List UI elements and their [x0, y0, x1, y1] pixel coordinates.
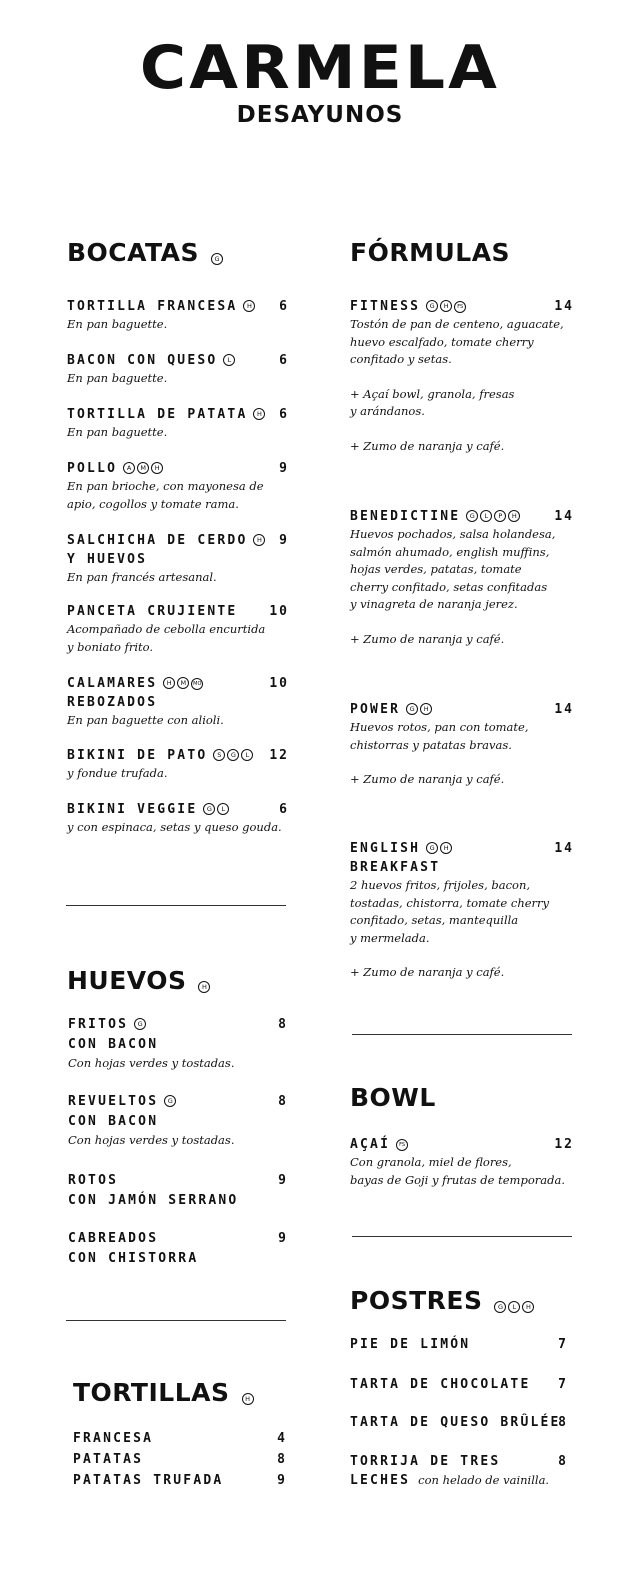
allergen-badge: H: [440, 300, 452, 312]
item-name: FRANCESA: [73, 1431, 154, 1446]
allergen-badge: H: [151, 462, 163, 474]
allergen-badge: G: [227, 749, 239, 761]
item-price: 8: [277, 1452, 287, 1467]
section-title-bocatas: BOCATAS G: [67, 240, 223, 267]
item-description: + Zumo de naranja y café.: [350, 772, 505, 786]
item-name: ROTOS: [68, 1173, 119, 1188]
allergen-badge: L: [480, 510, 492, 522]
item-price: 7: [558, 1377, 568, 1392]
item-description: salmón ahumado, english muffins,: [350, 544, 550, 559]
item-price: 6: [279, 802, 289, 817]
menu-item: [350, 1335, 568, 1354]
item-price: 6: [279, 407, 289, 422]
allergen-badge: G: [406, 703, 418, 715]
allergen-badges: [424, 841, 452, 856]
allergen-badge: H: [253, 534, 265, 546]
item-price: 9: [278, 1231, 288, 1246]
item-name: BENEDICTINE G L P H: [350, 507, 574, 526]
item-description: + Zumo de naranja y café.: [350, 631, 505, 646]
item-price: 9: [279, 533, 289, 548]
item-price: 9: [277, 1473, 287, 1488]
item-name: CALAMARES H M MO: [67, 676, 202, 691]
item-price: 8: [278, 1017, 288, 1032]
item-description: + Zumo de naranja y café.: [350, 965, 505, 979]
menu-item: [67, 405, 289, 442]
allergen-badges: [251, 533, 265, 548]
allergen-badges: [394, 1137, 408, 1152]
menu-item: [67, 297, 289, 334]
item-price: 8: [278, 1094, 288, 1109]
allergen-badges: [241, 299, 255, 314]
allergen-badges: H: [240, 1382, 254, 1407]
item-description: Con hojas verdes y tostadas.: [68, 1056, 235, 1070]
item-name: SALCHICHA DE CERDO H: [67, 531, 289, 550]
item-name: PATATAS TRUFADA: [73, 1473, 224, 1488]
item-description: Tostón de pan de centeno, aguacate,: [350, 317, 564, 331]
item-name: TORRIJA DE TRES: [350, 1454, 501, 1469]
menu-item: [67, 602, 289, 656]
item-price: 12: [554, 1137, 574, 1152]
menu-item: [73, 1429, 287, 1448]
item-name: CON JAMÓN SERRANO: [68, 1193, 239, 1208]
allergen-badge: M: [177, 677, 189, 689]
item-description: En pan baguette con alioli.: [67, 713, 224, 727]
menu-item: [350, 297, 574, 455]
item-description: Huevos rotos, pan con tomate,: [350, 720, 529, 734]
item-description: y mermelada.: [350, 930, 430, 945]
item-name: BREAKFAST: [350, 860, 441, 875]
allergen-badge: FS: [396, 1139, 408, 1151]
allergen-badge: H: [420, 703, 432, 715]
menu-item: [67, 459, 289, 513]
item-name: AÇAÍ FS: [350, 1135, 574, 1154]
item-name: FRITOS G: [68, 1015, 288, 1035]
allergen-badge: G: [134, 1018, 146, 1030]
allergen-badge: G: [426, 300, 438, 312]
item-name: PANCETA CRUJIENTE: [67, 604, 238, 619]
allergen-badge: H: [253, 408, 265, 420]
item-description: tostadas, chistorra, tomate cherry: [350, 895, 550, 910]
item-name: CON BACON: [68, 1037, 159, 1052]
allergen-badge: L: [241, 749, 253, 761]
spacer: [350, 947, 574, 964]
item-name: ENGLISH G H: [350, 839, 574, 858]
item-name: BIKINI VEGGIE G L: [67, 800, 289, 819]
allergen-badges: [404, 702, 432, 717]
item-name: REBOZADOS: [67, 695, 158, 710]
item-name: Y HUEVOS: [67, 552, 148, 567]
section-title-huevos: HUEVOS H: [67, 968, 210, 995]
item-name: CABREADOS: [68, 1231, 159, 1246]
item-description: y vinagreta de naranja jerez.: [350, 597, 518, 611]
allergen-badges: G L H: [492, 1290, 534, 1315]
allergen-badges: [221, 353, 235, 368]
item-description: En pan baguette.: [67, 317, 168, 331]
item-description: + Açaí bowl, granola, fresas: [350, 386, 515, 401]
item-price: 6: [279, 353, 289, 368]
allergen-badge: H: [243, 300, 255, 312]
item-description: con helado de vainilla.: [418, 1473, 550, 1487]
item-price: 9: [278, 1173, 288, 1188]
menu-item: [67, 800, 289, 837]
item-name: BIKINI DE PATO S G L: [67, 746, 289, 765]
item-price: 8: [558, 1415, 568, 1430]
item-price: 4: [277, 1431, 287, 1446]
menu-item: [67, 674, 289, 730]
divider: [66, 905, 286, 906]
item-description: En pan baguette.: [67, 371, 168, 385]
spacer: [350, 614, 574, 631]
item-description: confitado, setas, mantequilla: [350, 913, 519, 927]
restaurant-name: CARMELA: [139, 33, 501, 103]
item-description: En pan francés artesanal.: [67, 570, 217, 584]
item-description: 2 huevos fritos, frijoles, bacon,: [350, 878, 531, 892]
item-description: y boniato frito.: [67, 639, 154, 654]
allergen-badge: H: [508, 510, 520, 522]
menu-item: [68, 1015, 288, 1073]
menu-item: [350, 1452, 568, 1490]
item-name: POLLO A M H: [67, 459, 289, 478]
allergen-badges: [464, 509, 520, 524]
item-price: 6: [279, 299, 289, 314]
allergen-badge: G: [164, 1095, 176, 1107]
item-description: En pan brioche, con mayonesa de: [67, 479, 264, 493]
allergen-badge: FS: [454, 301, 466, 313]
item-name: TORTILLA DE PATATA H: [67, 405, 289, 424]
item-name: PIE DE LIMÓN: [350, 1337, 471, 1352]
item-description: cherry confitado, setas confitadas: [350, 579, 548, 594]
menu-subtitle: DESAYUNOS: [236, 102, 404, 128]
item-name: LECHES con helado de vainilla.: [350, 1473, 550, 1488]
section-title-tortillas: TORTILLAS H: [73, 1380, 254, 1407]
allergen-badge: MO: [191, 678, 203, 690]
item-price: 14: [554, 509, 574, 524]
spacer: [350, 754, 574, 771]
item-description: y fondue trufada.: [67, 766, 168, 780]
item-price: 14: [554, 702, 574, 717]
allergen-badge: G: [426, 842, 438, 854]
item-name: TORTILLA FRANCESA H: [67, 297, 289, 316]
item-name: CON BACON: [68, 1114, 159, 1129]
item-name: FITNESS G H FS: [350, 297, 574, 316]
item-description: chistorras y patatas bravas.: [350, 737, 512, 752]
menu-item: [350, 1413, 568, 1432]
item-price: 10: [269, 676, 289, 691]
item-price: 8: [558, 1454, 568, 1469]
allergen-badges: [251, 407, 265, 422]
menu-item: [67, 351, 289, 388]
item-price: 14: [554, 841, 574, 856]
divider: [352, 1236, 572, 1237]
menu-item: [350, 839, 574, 982]
allergen-badge: H: [163, 677, 175, 689]
item-description: y arándanos.: [350, 404, 425, 418]
allergen-badges: [161, 676, 203, 691]
allergen-badges: [201, 802, 229, 817]
item-description: y con espinaca, setas y queso gouda.: [67, 820, 282, 834]
item-description: + Zumo de naranja y café.: [350, 438, 505, 453]
menu-item: [73, 1471, 287, 1490]
divider: [66, 1320, 286, 1321]
allergen-badge: A: [123, 462, 135, 474]
allergen-badges: H: [196, 970, 210, 995]
menu-item: [67, 746, 289, 783]
item-name: TARTA DE QUESO BRÛLÉE: [350, 1415, 561, 1430]
item-description: En pan baguette.: [67, 425, 168, 439]
menu-item: [350, 507, 574, 648]
item-name: TARTA DE CHOCOLATE: [350, 1377, 531, 1392]
item-description: Huevos pochados, salsa holandesa,: [350, 527, 556, 541]
allergen-badges: [211, 748, 253, 763]
item-description: confitado y setas.: [350, 352, 452, 366]
item-description: Acompañado de cebolla encurtida: [67, 622, 266, 636]
item-description: hojas verdes, patatas, tomate: [350, 562, 522, 576]
menu-item: [350, 700, 574, 789]
allergen-badges: [162, 1094, 176, 1109]
item-name: CON CHISTORRA: [68, 1251, 199, 1266]
item-price: 9: [279, 461, 289, 476]
item-name: BACON CON QUESO L: [67, 351, 289, 370]
item-name: REVUELTOS G: [68, 1092, 288, 1112]
menu-item: [68, 1171, 288, 1211]
item-price: 10: [269, 604, 289, 619]
item-price: 14: [554, 299, 574, 314]
spacer: [350, 369, 574, 386]
allergen-badges: [132, 1017, 146, 1032]
allergen-badge: L: [223, 354, 235, 366]
section-title-bowl: BOWL: [350, 1083, 436, 1112]
menu-item: [350, 1135, 574, 1189]
item-description: bayas de Goji y frutas de temporada.: [350, 1172, 565, 1187]
menu-item: [73, 1450, 287, 1469]
item-name: POWER G H: [350, 700, 574, 719]
allergen-badges: G: [209, 242, 223, 267]
section-title-formulas: FÓRMULAS: [350, 238, 511, 267]
spacer: [350, 421, 574, 438]
divider: [352, 1034, 572, 1035]
allergen-badges: [424, 299, 466, 314]
allergen-badge: G: [466, 510, 478, 522]
item-description: Con hojas verdes y tostadas.: [68, 1133, 235, 1147]
allergen-badge: P: [494, 510, 506, 522]
allergen-badge: G: [203, 803, 215, 815]
menu-item: [68, 1229, 288, 1269]
menu-item: [67, 531, 289, 587]
item-price: 7: [558, 1337, 568, 1352]
item-description: Con granola, miel de flores,: [350, 1155, 512, 1169]
menu-item: [350, 1375, 568, 1394]
menu-item: [68, 1092, 288, 1150]
item-name: PATATAS: [73, 1452, 144, 1467]
item-price: 12: [269, 748, 289, 763]
allergen-badge: M: [137, 462, 149, 474]
allergen-badge: H: [440, 842, 452, 854]
allergen-badges: [121, 461, 163, 476]
allergen-badge: L: [217, 803, 229, 815]
allergen-badge: S: [213, 749, 225, 761]
section-title-postres: POSTRES G L H: [350, 1288, 534, 1315]
item-description: apio, cogollos y tomate rama.: [67, 496, 239, 511]
item-description: huevo escalfado, tomate cherry: [350, 334, 534, 349]
